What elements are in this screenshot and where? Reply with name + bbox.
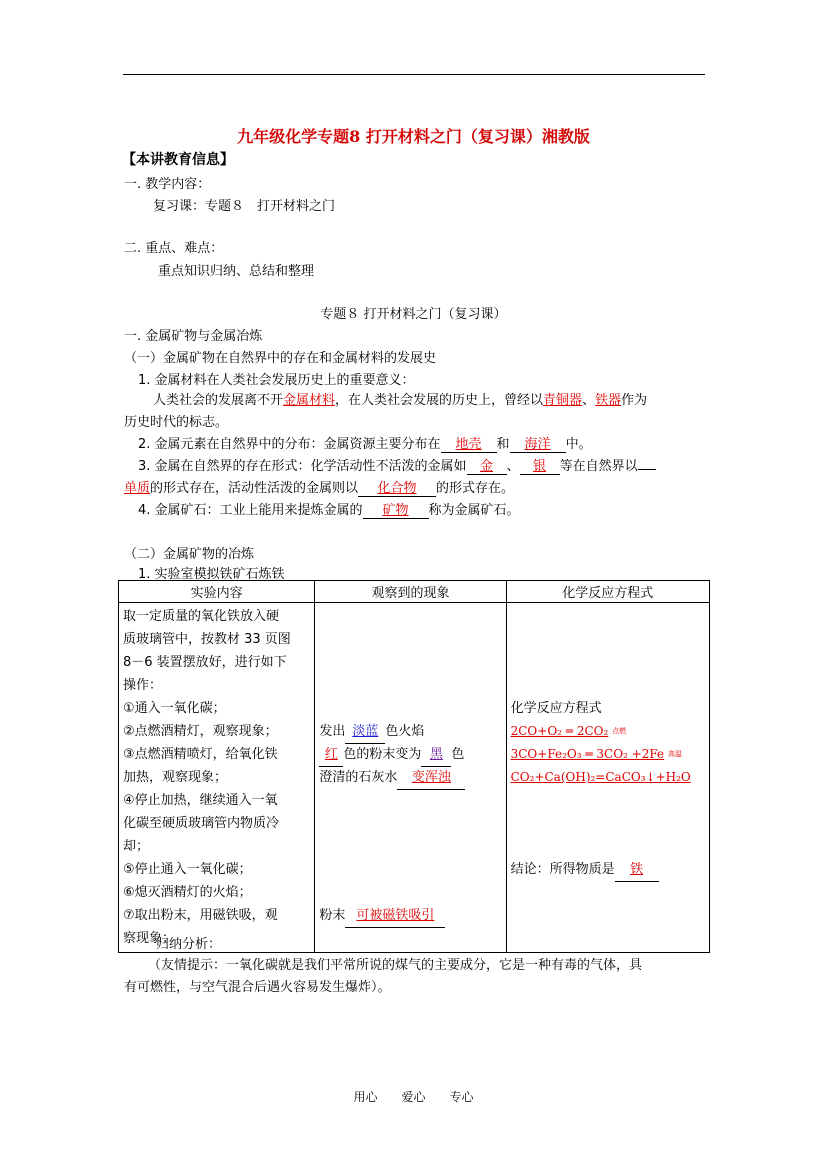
text: 2. 金属元素在自然界中的分布：金属资源主要分布在	[138, 437, 441, 452]
tip-line2: 有可燃性，与空气混合后遇火容易发生爆炸）。	[124, 980, 391, 995]
answer-gold: 金	[480, 459, 494, 474]
answer-element: 单质	[124, 481, 151, 496]
text: 作为	[621, 393, 648, 408]
text: 等在自然界以	[559, 459, 638, 474]
content-line: ②点燃酒精灯，观察现象；	[123, 724, 278, 739]
analysis-label: 归纳分析：	[156, 937, 222, 952]
text: 4. 金属矿石：工业上能用来提炼金属的	[138, 503, 363, 518]
section1-content: 复习课：专题８ 打开材料之门	[153, 199, 336, 214]
answer-turbid: 变浑浊	[411, 770, 451, 785]
answer-bronze: 青铜器	[543, 393, 583, 408]
document-title: 九年级化学专题8 打开材料之门（复习课）湘教版	[237, 127, 590, 146]
observation-cell	[315, 603, 506, 953]
item3-line2	[124, 477, 514, 497]
equation-3	[511, 766, 705, 789]
text: 中。	[565, 437, 592, 452]
content-line: 操作：	[123, 678, 163, 693]
blank-trailing	[638, 469, 656, 470]
answer-iron: 铁器	[595, 393, 622, 408]
content-line: 取一定质量的氧化铁放入硬	[123, 609, 280, 624]
table-header-row	[119, 581, 710, 603]
content-line: ③点燃酒精喷灯，给氧化铁	[123, 747, 278, 762]
text: 、	[582, 393, 596, 408]
answer-compound: 化合物	[377, 481, 417, 496]
content-line: 8－6 装置摆放好，进行如下	[123, 655, 287, 670]
equation-text: 3CO+Fe₂O₃ ═ 3CO₂ +2Fe	[510, 747, 665, 761]
part1-sub2-heading: （二）金属矿物的冶炼	[124, 547, 255, 562]
answer-pale-blue: 淡蓝	[352, 724, 379, 739]
item4	[138, 499, 520, 519]
blank-iron	[615, 858, 659, 882]
content-line: ④停止加热，继续通入一氧	[123, 793, 278, 808]
text: 结论：所得物质是	[510, 862, 615, 877]
table-row	[119, 603, 710, 953]
blank-crust	[441, 433, 497, 453]
section2-label: 二. 重点、难点：	[124, 241, 224, 256]
observation-flame	[319, 720, 501, 743]
answer-silver: 银	[533, 459, 547, 474]
answer-iron: 铁	[630, 862, 644, 877]
condition-high-temp: 高温	[667, 750, 682, 758]
blank-gold	[467, 455, 507, 475]
blank-turbid	[397, 766, 465, 790]
section2-content: 重点知识归纳、总结和整理	[158, 264, 315, 279]
center-title: 专题８ 打开材料之门（复习课）	[320, 307, 507, 322]
text: 色	[451, 747, 465, 762]
part1-heading: 一. 金属矿物与金属冶炼	[124, 329, 263, 344]
equation-cell	[506, 603, 709, 953]
item2	[138, 433, 592, 453]
item3-line1	[138, 455, 656, 475]
answer-mineral: 矿物	[382, 503, 409, 518]
experiment-table	[118, 580, 710, 953]
content-line: ⑤停止通入一氧化碳；	[123, 862, 252, 877]
observation-magnet	[319, 904, 501, 927]
text: 色的粉末变为	[343, 747, 422, 762]
blank-compound	[358, 477, 436, 497]
column-header: 实验内容	[119, 581, 315, 603]
observation-limewater	[319, 766, 501, 789]
text: ，在人类社会发展的历史上，曾经以	[335, 393, 544, 408]
blank-black	[421, 743, 451, 767]
content-line: 化碳至硬质玻璃管内物质冷	[123, 816, 280, 831]
blank-silver	[520, 455, 560, 475]
part1-sub1-heading: （一）金属矿物在自然界中的存在和金属材料的发展史	[124, 351, 437, 366]
equation-1	[511, 720, 705, 743]
equation-text: CO₂+Ca(OH)₂=CaCO₃↓+H₂O	[510, 770, 691, 784]
equation-label: 化学反应方程式	[510, 701, 602, 716]
content-line: 却；	[123, 839, 150, 854]
content-line: 质玻璃管中，按教材 33 页图	[123, 632, 291, 647]
item1-line1	[153, 389, 647, 408]
blank-mineral	[363, 499, 429, 519]
condition-ignite: 点燃	[612, 727, 627, 735]
observation-powder	[319, 743, 501, 766]
text: 色火焰	[385, 724, 425, 739]
answer-metal-material: 金属材料	[283, 393, 336, 408]
text: 人类社会的发展离不开	[153, 393, 284, 408]
blank-magnetic	[345, 904, 445, 928]
answer-black: 黑	[429, 747, 443, 762]
text: 和	[496, 437, 510, 452]
column-header: 化学反应方程式	[506, 581, 709, 603]
item1-label: 1. 金属材料在人类社会发展历史上的重要意义：	[138, 373, 415, 388]
text: 、	[506, 459, 520, 474]
equation-2	[511, 743, 705, 766]
content-line: ⑦取出粉末，用磁铁吸，观	[123, 908, 278, 923]
text: 的形式存在，活动性活泼的金属则以	[150, 481, 359, 496]
tip-line1: （友情提示：一氧化碳就是我们平常所说的煤气的主要成分，它是一种有毒的气体，具	[148, 958, 643, 973]
column-header: 观察到的现象	[315, 581, 506, 603]
content-line: ①通入一氧化碳；	[123, 701, 226, 716]
blank-pale-blue	[345, 720, 385, 744]
answer-ocean: 海洋	[524, 437, 551, 452]
text: 的形式存在。	[436, 481, 515, 496]
content-line: ⑥熄灭酒精灯的火焰；	[123, 885, 252, 900]
equation-text: 2CO+O₂ ═ 2CO₂	[510, 724, 609, 738]
content-line: 加热，观察现象；	[123, 770, 228, 785]
section1-label: 一. 教学内容：	[124, 177, 211, 192]
text: 发出	[319, 724, 346, 739]
header-rule	[123, 74, 705, 75]
text: 粉末	[319, 908, 346, 923]
answer-crust: 地壳	[455, 437, 482, 452]
experiment-heading: 1. 实验室模拟铁矿石炼铁	[138, 567, 285, 582]
answer-red: 红	[324, 747, 338, 762]
blank-red	[319, 743, 343, 767]
conclusion	[511, 858, 705, 881]
text: 称为金属矿石。	[428, 503, 520, 518]
page-footer: 用心 爱心 专心	[353, 1090, 474, 1104]
blank-ocean	[510, 433, 566, 453]
content-line: 察现象；	[123, 931, 176, 946]
text: 3. 金属在自然界的存在形式：化学活动性不活泼的金属如	[138, 459, 467, 474]
info-heading: 【本讲教育信息】	[122, 152, 234, 168]
item1-line2: 历史时代的标志。	[124, 415, 229, 430]
text: 澄清的石灰水	[319, 770, 398, 785]
experiment-content-cell	[119, 603, 315, 953]
answer-magnetic: 可被磁铁吸引	[356, 908, 435, 923]
